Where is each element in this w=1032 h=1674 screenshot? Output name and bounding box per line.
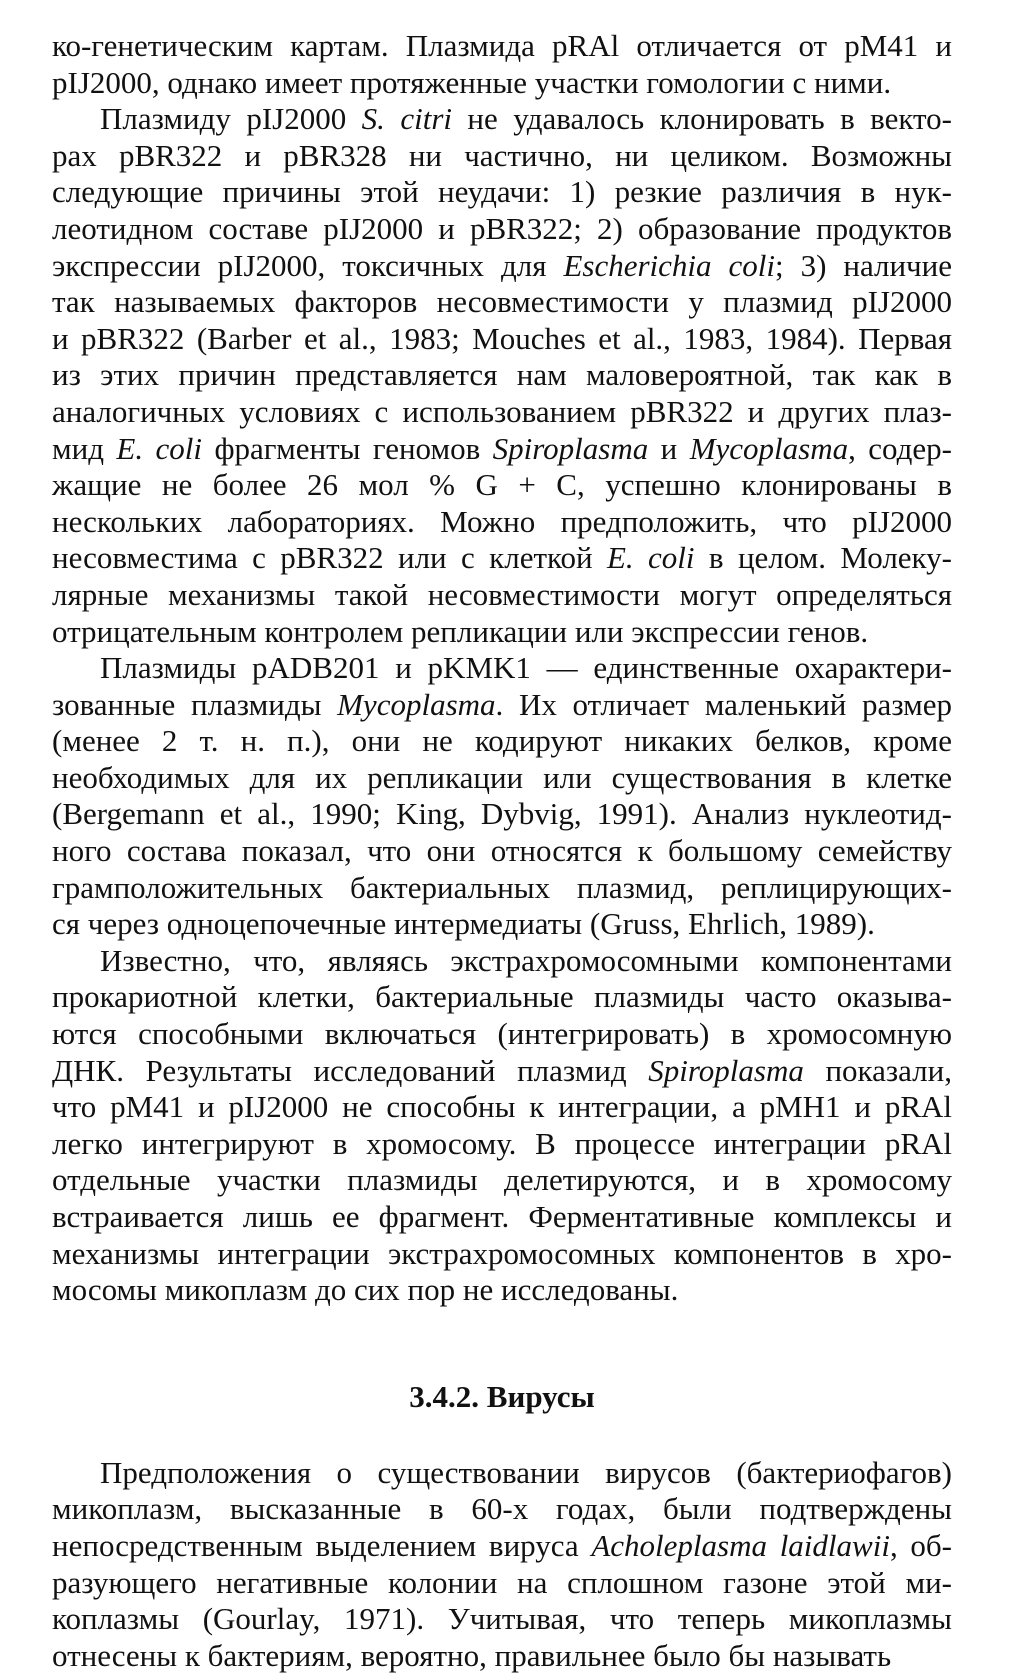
- italic-term: Mycoplasma: [689, 430, 849, 466]
- text-line: прокариотной клетки, бактериальные плазмиды часто оказыва-: [52, 979, 952, 1015]
- text-line: рах pBR322 и pBR328 ни частично, ни целиком. Возможны: [52, 137, 952, 173]
- paragraph-4: [52, 943, 952, 1309]
- text-line: ко-генетическим картам. Плазмида pRAl отличается от pM41 и: [52, 28, 952, 63]
- text-line: грамположительных бактериальных плазмид, реплицирующих-: [52, 869, 952, 905]
- italic-term: S. citri: [361, 101, 452, 137]
- paragraph-1: [52, 28, 952, 101]
- text-line: разующего негативные колонии на сплошном газоне этой ми-: [52, 1564, 952, 1600]
- text-line: непосредственным выделением вируса Acholeplasma laidlawii, об-: [52, 1527, 952, 1563]
- text-line: так называемых факторов несовместимости у плазмид pIJ2000: [52, 284, 952, 320]
- text-line: ся через одноцепочечные интермедиаты (Gruss, Ehrlich, 1989).: [52, 906, 875, 942]
- text-line: нескольких лабораториях. Можно предположить, что pIJ2000: [52, 503, 952, 539]
- text-line: (Bergemann et al., 1990; King, Dybvig, 1991). Анализ нуклеотид-: [52, 796, 952, 832]
- text-line: леотидном составе pIJ2000 и pBR322; 2) образование продуктов: [52, 210, 952, 246]
- italic-term: Spiroplasma: [648, 1052, 804, 1088]
- text-line: следующие причины этой неудачи: 1) резкие различия в нук-: [52, 174, 952, 210]
- text-line: Предположения о существовании вирусов (бактериофагов): [100, 1454, 952, 1490]
- text-line: несовместима с pBR322 или с клеткой E. coli в целом. Молеку-: [52, 540, 952, 576]
- paragraph-3: [52, 650, 952, 943]
- text-line: и pBR322 (Barber et al., 1983; Mouches et al., 1983, 1984). Первая: [52, 320, 952, 356]
- italic-term: Mycoplasma: [337, 686, 496, 722]
- text-line: встраивается лишь ее фрагмент. Ферментативные комплексы и: [52, 1199, 952, 1234]
- text-line: экспрессии pIJ2000, токсичных для Escherichia coli; 3) наличие: [52, 247, 952, 283]
- text-line: микоплазм, высказанные в 60-х годах, были подтверждены: [52, 1491, 952, 1527]
- italic-term: Escherichia coli: [563, 247, 775, 283]
- text-line: отнесены к бактериям, вероятно, правильнее было бы называть: [52, 1637, 892, 1673]
- italic-term: Acholeplasma laidlawii: [591, 1527, 890, 1563]
- text-line: отрицательным контролем репликации или экспрессии генов.: [52, 613, 869, 649]
- text-line: жащие не более 26 мол % G + C, успешно клонированы в: [52, 467, 952, 503]
- text-line: необходимых для их репликации или существования в клетке: [52, 759, 952, 795]
- text-line: зованные плазмиды Mycoplasma. Их отличает маленький размер: [52, 686, 952, 722]
- text-line: ются способными включаться (интегрировать) в хромосомную: [52, 1016, 952, 1052]
- text-line: Известно, что, являясь экстрахромосомными компонентами: [100, 942, 952, 978]
- text-line: коплазмы (Gourlay, 1971). Учитывая, что теперь микоплазмы: [52, 1601, 952, 1637]
- text-line: лярные механизмы такой несовместимости могут определяться: [52, 576, 952, 612]
- text-line: отдельные участки плазмиды делетируются, и в хромосому: [52, 1162, 952, 1198]
- text-line: из этих причин представляется нам маловероятной, так как в: [52, 357, 952, 393]
- italic-term: E. coli: [606, 540, 695, 576]
- text-line: мосомы микоплазм до сих пор не исследованы.: [52, 1272, 679, 1308]
- text-line: механизмы интеграции экстрахромосомных компонентов в хро-: [52, 1235, 952, 1271]
- text-line: Плазмиду pIJ2000 S. citri не удавалось клонировать в векто-: [100, 101, 953, 137]
- text-line: легко интегрируют в хромосому. В процессе интеграции pRAl: [52, 1125, 952, 1161]
- text-line: что pM41 и pIJ2000 не способны к интеграции, а pMH1 и pRAl: [52, 1089, 952, 1125]
- section-heading: 3.4.2. Вирусы: [409, 1378, 595, 1414]
- text-line: аналогичных условиях с использованием pBR322 и других плаз-: [52, 393, 952, 429]
- text-line: pIJ2000, однако имеет протяженные участки гомологии с ними.: [52, 64, 892, 100]
- paragraph-5: [52, 1455, 952, 1674]
- italic-term: E. coli: [116, 430, 203, 466]
- italic-term: Spiroplasma: [492, 430, 649, 466]
- text-line: Плазмиды pADB201 и pKMK1 — единственные охарактери-: [100, 650, 952, 686]
- text-line: (менее 2 т. н. п.), они не кодируют никаких белков, кроме: [52, 723, 952, 759]
- text-line: ДНК. Результаты исследований плазмид Spiroplasma показали,: [52, 1052, 952, 1088]
- text-line: мид E. coli фрагменты геномов Spiroplasma и Mycoplasma, содер-: [52, 430, 952, 466]
- text-line: ного состава показал, что они относятся к большому семейству: [52, 833, 952, 869]
- paragraph-2: [52, 101, 952, 650]
